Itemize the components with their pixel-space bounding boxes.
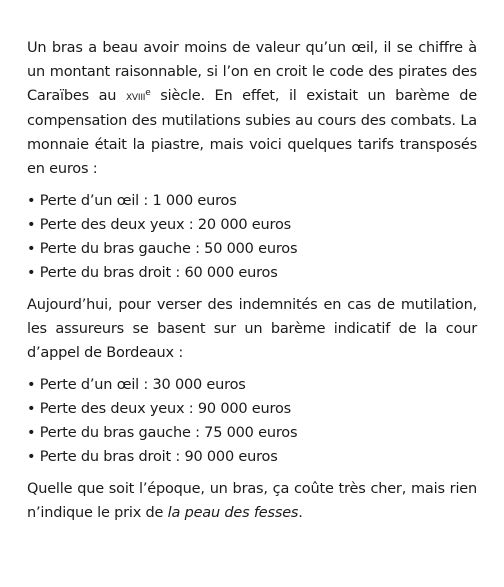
insurance-tariff-list: [27, 373, 477, 469]
list-item: • Perte du bras droit : 60 000 euros: [27, 265, 278, 281]
list-item: • Perte du bras gauche : 50 000 euros: [27, 241, 298, 257]
list-item: • Perte des deux yeux : 90 000 euros: [27, 401, 291, 417]
page-body: [27, 36, 477, 525]
intro-text-start: Un bras a beau avoir moins de valeur qu’un œil, il se chiffre à un montant raisonnable, si l’on en croit le code des pirates des Caraïbes au: [27, 40, 477, 104]
insurance-paragraph: Aujourd’hui, pour verser des indemnités en cas de mutilation, les assureurs se basent sur un barème indicatif de la cour d’appel de Bordeaux :: [27, 297, 477, 361]
conclusion-text: Quelle que soit l’époque, un bras, ça coûte très cher, mais rien n’indique le prix de: [27, 481, 477, 521]
century-superscript: e: [145, 88, 151, 99]
list-item: • Perte du bras droit : 90 000 euros: [27, 449, 278, 465]
conclusion-period: .: [298, 505, 303, 521]
century-numeral: xviii: [125, 89, 146, 104]
list-item: • Perte des deux yeux : 20 000 euros: [27, 217, 291, 233]
intro-text-end: siècle. En effet, il existait un barème de compensation des mutilations subies au cours des combats. La monnaie était la piastre, mais voici quelques tarifs transposés en euros :: [27, 88, 477, 177]
intro-paragraph: [27, 36, 477, 181]
conclusion-italic-phrase: la peau des fesses: [167, 505, 299, 521]
pirate-tariff-list: [27, 189, 477, 285]
conclusion-paragraph: [27, 477, 477, 525]
list-item: • Perte du bras gauche : 75 000 euros: [27, 425, 298, 441]
list-item: • Perte d’un œil : 1 000 euros: [27, 193, 237, 209]
list-item: • Perte d’un œil : 30 000 euros: [27, 377, 246, 393]
